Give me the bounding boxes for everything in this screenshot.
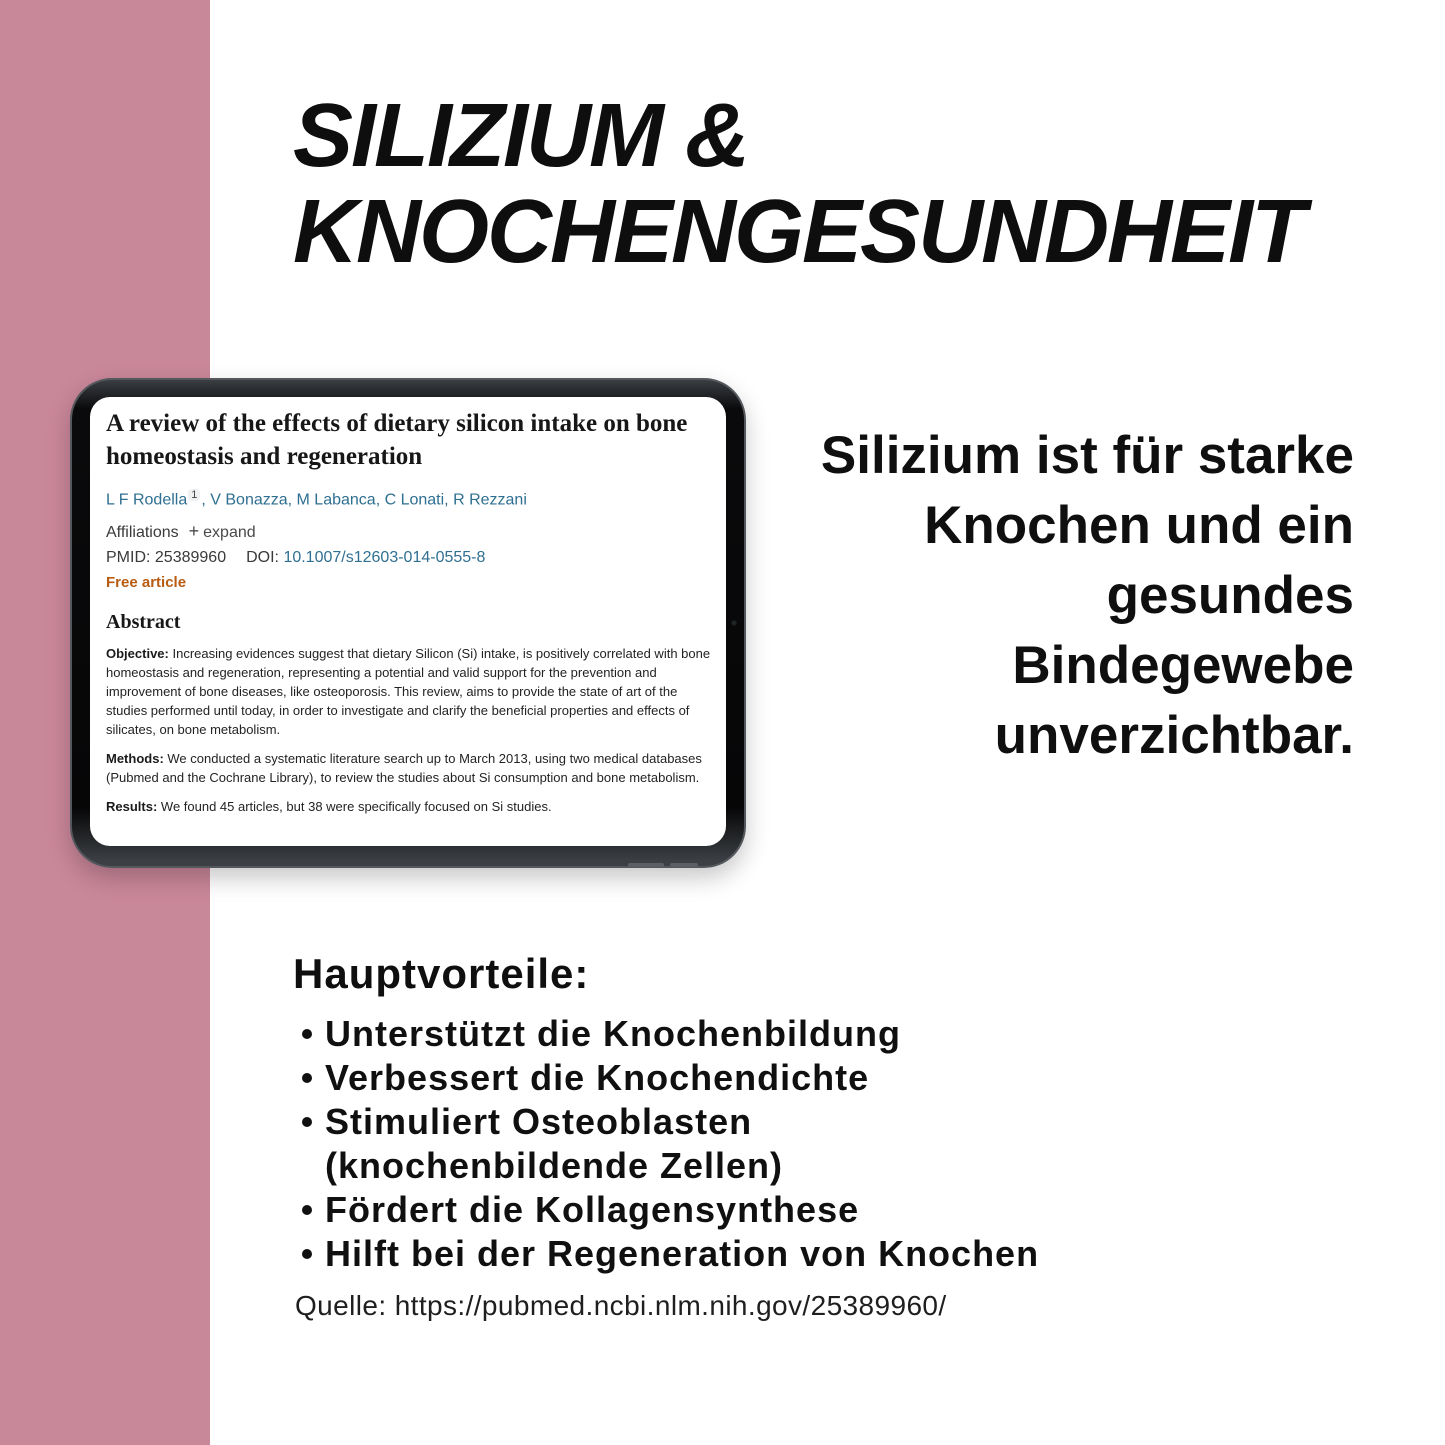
intro-line: unverzichtbar. [994, 706, 1354, 765]
affiliation-superscript[interactable]: 1 [188, 489, 200, 501]
affiliations-label: Affiliations [106, 524, 179, 542]
methods-label: Methods: [106, 751, 164, 767]
pmid-label: PMID: [106, 549, 151, 567]
expand-button[interactable]: expand [203, 524, 256, 542]
doi-label: DOI: [246, 549, 279, 567]
doi-link[interactable]: 10.1007/s12603-014-0555-8 [283, 549, 486, 567]
intro-statement [821, 421, 1354, 771]
intro-line: Knochen und ein [924, 496, 1354, 555]
list-item: Unterstützt die Knochenbildung [293, 1012, 1065, 1056]
page-title-line2: KNOCHENGESUNDHEIT [293, 182, 1305, 282]
author-link[interactable]: L F Rodella [106, 491, 188, 509]
affiliations-row [106, 521, 716, 542]
expand-plus-icon[interactable]: + [188, 521, 200, 542]
results-text: We found 45 articles, but 38 were specifically focused on Si studies. [157, 799, 552, 815]
pmid-value: 25389960 [154, 549, 227, 567]
benefits-section [293, 950, 1065, 1276]
page-title [293, 88, 1304, 280]
objective-label: Objective: [106, 646, 169, 662]
benefits-list [293, 1012, 1065, 1276]
page-title-line1: SILIZIUM & [293, 86, 748, 186]
benefits-heading: Hauptvorteile: [293, 950, 590, 997]
objective-text: Increasing evidences suggest that dietary Silicon (Si) intake, is positively correlated with bone homeostasis and regeneration, representing a potential and valid support for the prevention and improvement of bone diseases, like osteoporosis. This review, aims to provide the state of art of the studies performed until today, in order to investigate and clarify the beneficial properties and effects of silicates, on bone metabolism. [106, 646, 711, 738]
list-item: Fördert die Kollagensynthese [293, 1188, 1065, 1232]
abstract-results [106, 797, 716, 816]
abstract-objective [106, 644, 716, 739]
abstract-heading: Abstract [106, 611, 181, 634]
tablet-screen [90, 397, 726, 846]
list-item: Hilft bei der Regeneration von Knochen [293, 1232, 1065, 1276]
author-list: , V Bonazza, M Labanca, C Lonati, R Rezzani [201, 491, 527, 509]
list-item: Verbessert die Knochendichte [293, 1056, 1065, 1100]
intro-line: Silizium ist für starke [820, 426, 1354, 485]
identifier-row [106, 549, 716, 567]
article-title: A review of the effects of dietary silicon intake on bone homeostasis and regeneration [106, 410, 688, 470]
source-citation: Quelle: https://pubmed.ncbi.nlm.nih.gov/25389960/ [295, 1290, 947, 1321]
intro-line: Bindegewebe [1012, 636, 1354, 695]
article-authors [106, 489, 716, 509]
abstract-methods [106, 749, 716, 787]
free-article-badge: Free article [106, 574, 187, 592]
tablet-mockup [70, 378, 746, 868]
front-camera-dot [731, 620, 737, 626]
list-item: Stimuliert Osteoblasten (knochenbildende Zellen) [293, 1100, 1065, 1188]
volume-button [628, 863, 664, 867]
volume-button [670, 863, 698, 867]
intro-line: gesundes [1106, 566, 1354, 625]
results-label: Results: [106, 799, 158, 815]
methods-text: We conducted a systematic literature search up to March 2013, using two medical databases (Pubmed and the Cochrane Library), to review the studies about Si consumption and bone metabolism. [106, 751, 702, 786]
